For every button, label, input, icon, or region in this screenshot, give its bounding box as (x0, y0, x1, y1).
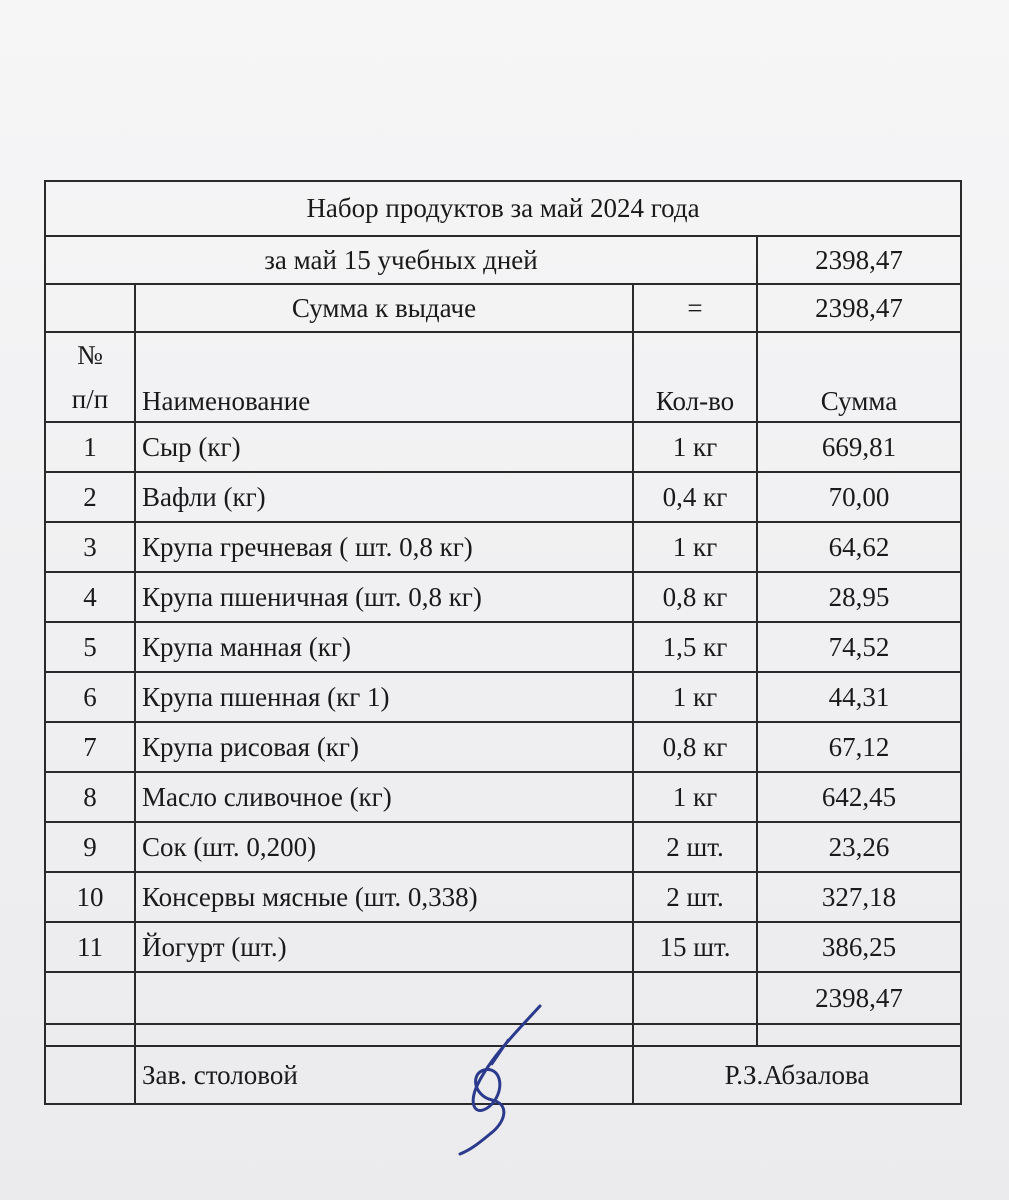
payout-equals: = (633, 284, 757, 332)
row-qty: 0,8 кг (633, 722, 757, 772)
table-row (45, 872, 961, 922)
header-name: Наименование (135, 332, 633, 422)
handwritten-signature (448, 1000, 558, 1160)
table-row (45, 922, 961, 972)
row-sum: 327,18 (757, 872, 961, 922)
table-row (45, 672, 961, 722)
header-sum: Сумма (757, 332, 961, 422)
row-sum: 28,95 (757, 572, 961, 622)
empty-cell (633, 972, 757, 1024)
row-name: Йогурт (шт.) (135, 922, 633, 972)
row-qty: 0,4 кг (633, 472, 757, 522)
row-qty: 1 кг (633, 772, 757, 822)
row-name: Крупа рисовая (кг) (135, 722, 633, 772)
grand-total: 2398,47 (757, 972, 961, 1024)
row-number: 5 (45, 622, 135, 672)
table-row (45, 822, 961, 872)
table-row (45, 622, 961, 672)
row-sum: 642,45 (757, 772, 961, 822)
row-name: Крупа манная (кг) (135, 622, 633, 672)
table-row (45, 772, 961, 822)
empty-cell (757, 1024, 961, 1046)
row-qty: 1 кг (633, 422, 757, 472)
row-qty: 2 шт. (633, 872, 757, 922)
row-qty: 1,5 кг (633, 622, 757, 672)
header-number-abbr: п/п (71, 384, 109, 414)
empty-cell (45, 1024, 135, 1046)
empty-cell (135, 1024, 633, 1046)
header-number (45, 332, 135, 422)
row-sum: 67,12 (757, 722, 961, 772)
footer-person: Р.З.Абзалова (633, 1046, 961, 1104)
table-row (45, 722, 961, 772)
row-number: 7 (45, 722, 135, 772)
row-name: Масло сливочное (кг) (135, 772, 633, 822)
row-number: 9 (45, 822, 135, 872)
row-name: Сыр (кг) (135, 422, 633, 472)
row-qty: 1 кг (633, 672, 757, 722)
table-row (45, 522, 961, 572)
row-sum: 74,52 (757, 622, 961, 672)
table-row (45, 472, 961, 522)
row-name: Вафли (кг) (135, 472, 633, 522)
row-sum: 669,81 (757, 422, 961, 472)
header-qty: Кол-во (633, 332, 757, 422)
table-row (45, 572, 961, 622)
row-sum: 386,25 (757, 922, 961, 972)
row-number: 6 (45, 672, 135, 722)
row-qty: 2 шт. (633, 822, 757, 872)
payout-total: 2398,47 (757, 284, 961, 332)
row-number: 8 (45, 772, 135, 822)
empty-cell (45, 284, 135, 332)
header-number-symbol: № (77, 340, 103, 370)
row-number: 2 (45, 472, 135, 522)
table-row (45, 422, 961, 472)
row-number: 4 (45, 572, 135, 622)
row-qty: 0,8 кг (633, 572, 757, 622)
period-total: 2398,47 (757, 236, 961, 284)
row-name: Крупа пшенная (кг 1) (135, 672, 633, 722)
row-name: Крупа пшеничная (шт. 0,8 кг) (135, 572, 633, 622)
empty-cell (633, 1024, 757, 1046)
empty-cell (45, 972, 135, 1024)
row-qty: 15 шт. (633, 922, 757, 972)
row-sum: 64,62 (757, 522, 961, 572)
row-name: Крупа гречневая ( шт. 0,8 кг) (135, 522, 633, 572)
row-number: 10 (45, 872, 135, 922)
row-sum: 44,31 (757, 672, 961, 722)
row-sum: 23,26 (757, 822, 961, 872)
row-number: 3 (45, 522, 135, 572)
document-title: Набор продуктов за май 2024 года (45, 181, 961, 236)
row-number: 11 (45, 922, 135, 972)
product-set-table (44, 180, 962, 1105)
row-sum: 70,00 (757, 472, 961, 522)
period-label: за май 15 учебных дней (45, 236, 757, 284)
row-number: 1 (45, 422, 135, 472)
payout-label: Сумма к выдаче (135, 284, 633, 332)
empty-cell (135, 972, 633, 1024)
footer-position: Зав. столовой (135, 1046, 633, 1104)
row-qty: 1 кг (633, 522, 757, 572)
row-name: Сок (шт. 0,200) (135, 822, 633, 872)
row-name: Консервы мясные (шт. 0,338) (135, 872, 633, 922)
empty-cell (45, 1046, 135, 1104)
